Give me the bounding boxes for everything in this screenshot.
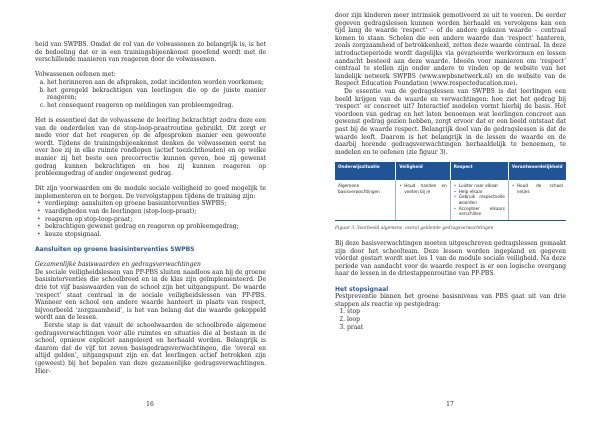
table-header: Verantwoordelijkheid bbox=[508, 162, 566, 180]
cell-bullet: • Help elkaar bbox=[459, 189, 505, 195]
list-item: b. het geregeld bekrachtigen van leerlingen die op de juiste manier reageren; bbox=[47, 87, 266, 102]
page-number: 16 bbox=[146, 401, 154, 408]
paragraph: Bij deze basisverwachtingen moeten uitgeschreven gedragslessen gemaakt zijn door het schoolteam. Deze lessen worden ingepland en gegeven vóórdat gestart wordt met les 1 van de module sociale veiligheid. Na deze periode van aandacht voor de waarde respect is er een logische overgang naar de lessen in de driestappenroutine van PP-PBS. bbox=[335, 240, 566, 278]
table-header: Respect bbox=[450, 162, 508, 180]
list-item: • verdieping: aansluiten op groene basisinterventies SWPBS; bbox=[45, 200, 266, 208]
list-item: • keuze stopsignaal. bbox=[45, 231, 266, 239]
list-item: • reageren op stop-loop-praat; bbox=[45, 216, 266, 224]
cell-bullet: • Gebruik respectvolle woorden bbox=[459, 194, 505, 205]
list-item: c. het consequent reageren op meldingen van probleemgedrag. bbox=[47, 102, 266, 110]
paragraph: heid van SWPBS. Omdat de rol van de volwassenen zo belangrijk is, is het de bedoeling dat er in een trainingsbijeenkomst geoefend wordt met de verschillende manieren van reageren door de volwassenen. bbox=[35, 41, 266, 64]
left-text-column bbox=[35, 41, 266, 375]
list-intro: Volwassenen oefenen met: bbox=[35, 71, 116, 79]
table-header: Veiligheid bbox=[396, 162, 451, 180]
subheading: Gezamenlijke basiswaarden en gedragsverwachtingen bbox=[35, 261, 201, 269]
steps-list bbox=[335, 308, 566, 331]
list-item: 3. praat bbox=[347, 324, 566, 332]
paragraph: Pestpreventie binnen het groene basisniveau van PBS gaat uit van drie stappen als reactie op pestgedrag: bbox=[335, 293, 566, 308]
paragraph: Eerste stap is dat vanuit de schoolwaarden de schoolbrede algemene gedragsverwachtingen voor alle ruimtes en situaties die al bestaan in de school, opnieuw expliciet aangeleerd en herhaald worden. Belangrijk is daarom dat de vijf tot zeven basisgedragsverwachtingen, die ‘overal en altijd gelden’, uitgangspunt zijn en dat leerlingen actief betrokken zijn (geweest) bij het bepalen van deze gezamenlijke gedragsverwachtingen. Hier- bbox=[35, 321, 266, 375]
alpha-list bbox=[35, 79, 266, 109]
page-number: 17 bbox=[446, 401, 454, 408]
cell-bullet: • Houd handen en voeten bij je bbox=[404, 183, 447, 194]
cell-bullet: • Luister naar elkaar bbox=[459, 183, 505, 189]
table-cell: Algemene basisverwachtingen bbox=[335, 180, 396, 220]
figure-3-table bbox=[335, 162, 566, 221]
table-cell bbox=[450, 180, 508, 220]
paragraph: door zijn kinderen meer intrinsiek gemotiveerd ze uit te voeren. De eerder gegeven gedragslessen kunnen worden herhaald en vervolgens kan een tijd lang de waarde ‘respect’ – of de andere gekozen waarde – centraal komen te staan. Scholen die een andere waarde dan ‘respect’ hanteren, zoals zorgzaamheid of betrokkenheid, zetten deze waarde centraal. In deze introductieperiode wordt dagelijks via gevarieerde werkvormen en lessen aandacht besteed aan deze waarde. Ideeën voor manieren om ‘respect’ centraal te stellen zijn onder andere te vinden op de website van het landelijk netwerk SWPBS (www.swpbsnetwerk.nl) en de website van de Respect Education Foundation (www.respecteducation.me). bbox=[335, 12, 566, 88]
cell-bullet: • Accepteer elkaars verschillen bbox=[459, 206, 505, 217]
paragraph: De essentie van de gedragslessen van SWPBS is dat leerlingen een beeld krijgen van de waarde en verwachtingen: hoe ziet het gedrag bij ‘respect’ er concreet uit? Interactief modelen vormt hierbij de basis. Het voordoen van gedrag en het laten benoemen wat leerlingen concreet aan gewenst gedrag gezien hebben, zorgt ervoor dat er een beeld ontstaat dat past bij de waarde respect. Belangrijk doel van de gedragslessen is dat de waarde leeft. Daarom is het belangrijk in de lessen de waarde en de daarbij horende gedragsverwachtingen herhaaldelijk te benoemen, te modelen en te oefenen (zie figuur 3). bbox=[335, 87, 566, 156]
section-heading: Het stopsignaal bbox=[335, 285, 389, 293]
list-item: a. het herinneren aan de afspraken, zodat incidenten worden voorkomen; bbox=[47, 79, 266, 87]
section-heading: Aansluiten op groene basisinterventies SWPBS bbox=[35, 246, 195, 254]
figure-caption: Figuur 3. Voorbeeld algemene, overal geldende gedragsverwachtingen bbox=[335, 225, 494, 231]
page-17 bbox=[300, 0, 600, 423]
paragraph: Dit zijn voorwaarden om de module sociale veiligheid zo goed mogelijk te implementeren en te borgen. De vervolgstappen tijdens de training zijn: bbox=[35, 185, 266, 200]
list-item: • vaardigheden van de leerlingen (stop-loop-praat); bbox=[45, 208, 266, 216]
list-item: 2. loop bbox=[347, 316, 566, 324]
table-header: Onderwijssituatie bbox=[335, 162, 396, 180]
right-text-column bbox=[335, 12, 566, 331]
paragraph: De sociale veiligheidslessen van PP-PBS sluiten naadloos aan bij de groene basisinterventies die schoolbreed en in de klas zijn geïmplementeerd. De drie tot vijf basiswaarden van de school zijn het uitgangspunt. De waarde ‘respect’ staat centraal in de sociale veiligheidslessen van PP-PBS. Wanneer een school een andere waarde hanteert in plaats van respect, bijvoorbeeld ‘zorgzaamheid’, is het van belang dat die waarde gekoppeld wordt aan de lessen. bbox=[35, 268, 266, 322]
paragraph: Het is essentieel dat de volwassene de leerling bekrachtigt zodra deze een van de onderdelen van de stop-loop-praatroutine gebruikt. Dit zorgt er mede voor dat het reageren op de afgesproken manier een gewoonte wordt. Tijdens de trainingsbijeenkomst denken de volwassenen eerst na over hoe zij in elke ruimte rondlopen (actief toezichthouden) en op welke manier zij het beste een precorrectie kunnen geven, hoe zij gewenst gedrag kunnen bekrachtigen en hoe zij kunnen reageren op probleemgedrag of ander ongewenst gedrag. bbox=[35, 116, 266, 178]
table-cell bbox=[396, 180, 451, 220]
bullet-list bbox=[35, 200, 266, 238]
table-cell bbox=[508, 180, 566, 220]
cell-bullet: • Houd de school netjes bbox=[517, 183, 563, 194]
list-item: • bekrachtigen gewenst gedrag en reageren op probleemgedrag; bbox=[45, 223, 266, 231]
list-item: 1. stop bbox=[347, 308, 566, 316]
table-row bbox=[335, 180, 566, 220]
